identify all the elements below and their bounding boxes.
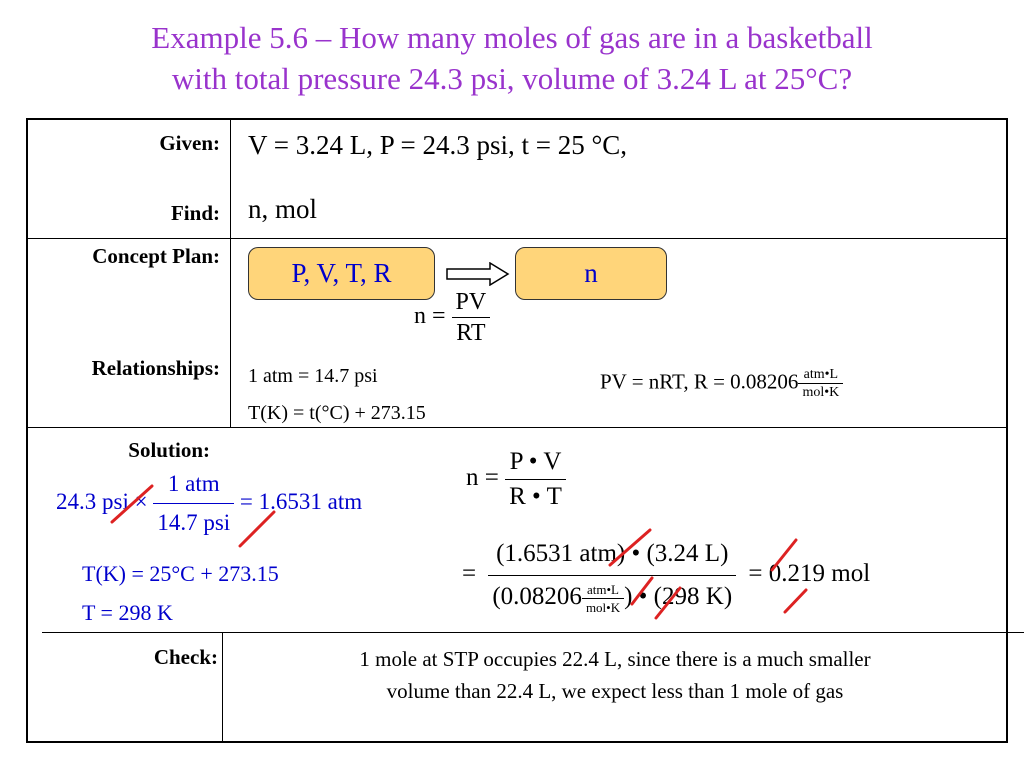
check-line-2: volume than 22.4 L, we expect less than 1 mole of gas [386, 679, 844, 703]
formula-denominator: RT [456, 320, 486, 346]
find-label: Find: [170, 201, 220, 225]
relationship-temperature: T(K) = t(°C) + 273.15 [248, 402, 426, 424]
strike-mol-k-denominator [656, 588, 680, 618]
strike-psi-bottom [240, 512, 274, 546]
calc-r-unit-numerator: atm•L [582, 581, 624, 599]
find-value: n, mol [248, 194, 318, 224]
strike-atm-l-denominator [632, 578, 652, 604]
check-label: Check: [153, 645, 218, 669]
given-value: V = 3.24 L, P = 24.3 psi, t = 25 °C, [248, 130, 628, 160]
conversion-denominator: 14.7 psi [157, 510, 231, 535]
calc-r-unit-denominator: mol•K [585, 599, 621, 615]
calc-lhs: = [462, 560, 477, 588]
formula-numerator: PV [452, 287, 491, 318]
relationship-atm-psi: 1 atm = 14.7 psi [248, 365, 378, 387]
r-unit-numerator: atm•L [798, 366, 843, 384]
ideal-gas-law-text: PV = nRT, R = 0.08206 [600, 369, 799, 394]
strike-k-denominator [785, 590, 806, 612]
concept-plan-output-box: n [515, 247, 667, 300]
moles-denominator: R • T [509, 483, 562, 510]
slide-title-line-2: with total pressure 24.3 psi, volume of 3.24 L at 25°C? [171, 61, 853, 96]
moles-numerator: P • V [505, 445, 566, 480]
calc-numerator: (1.6531 atm) • (3.24 L) [488, 533, 736, 576]
r-unit-denominator: mol•K [802, 385, 840, 400]
formula-lhs: n = [414, 303, 446, 330]
check-line-1: 1 mole at STP occupies 22.4 L, since there is a much smaller [359, 647, 871, 671]
temperature-step-1: T(K) = 25°C + 273.15 [82, 561, 279, 586]
calc-result: = 0.219 mol [748, 560, 871, 588]
pressure-value: 24.3 psi × [56, 488, 148, 514]
conversion-numerator: 1 atm [153, 465, 234, 504]
calc-r-value: (0.08206 [492, 583, 582, 610]
calc-temperature: ) • (298 K) [624, 583, 733, 610]
solution-label: Solution: [128, 438, 210, 462]
strike-atm-numerator [610, 530, 650, 565]
slide-title-line-1: Example 5.6 – How many moles of gas are in a basketball [151, 20, 873, 55]
temperature-step-2: T = 298 K [82, 600, 173, 625]
given-label: Given: [159, 131, 220, 155]
relationships-label: Relationships: [91, 356, 220, 380]
strike-psi-top [112, 486, 152, 522]
moles-lhs: n = [466, 464, 499, 492]
concept-plan-input-box: P, V, T, R [248, 247, 435, 300]
concept-plan-label: Concept Plan: [92, 244, 220, 268]
pressure-result: = 1.6531 atm [239, 488, 363, 514]
strike-l-numerator [772, 540, 796, 570]
